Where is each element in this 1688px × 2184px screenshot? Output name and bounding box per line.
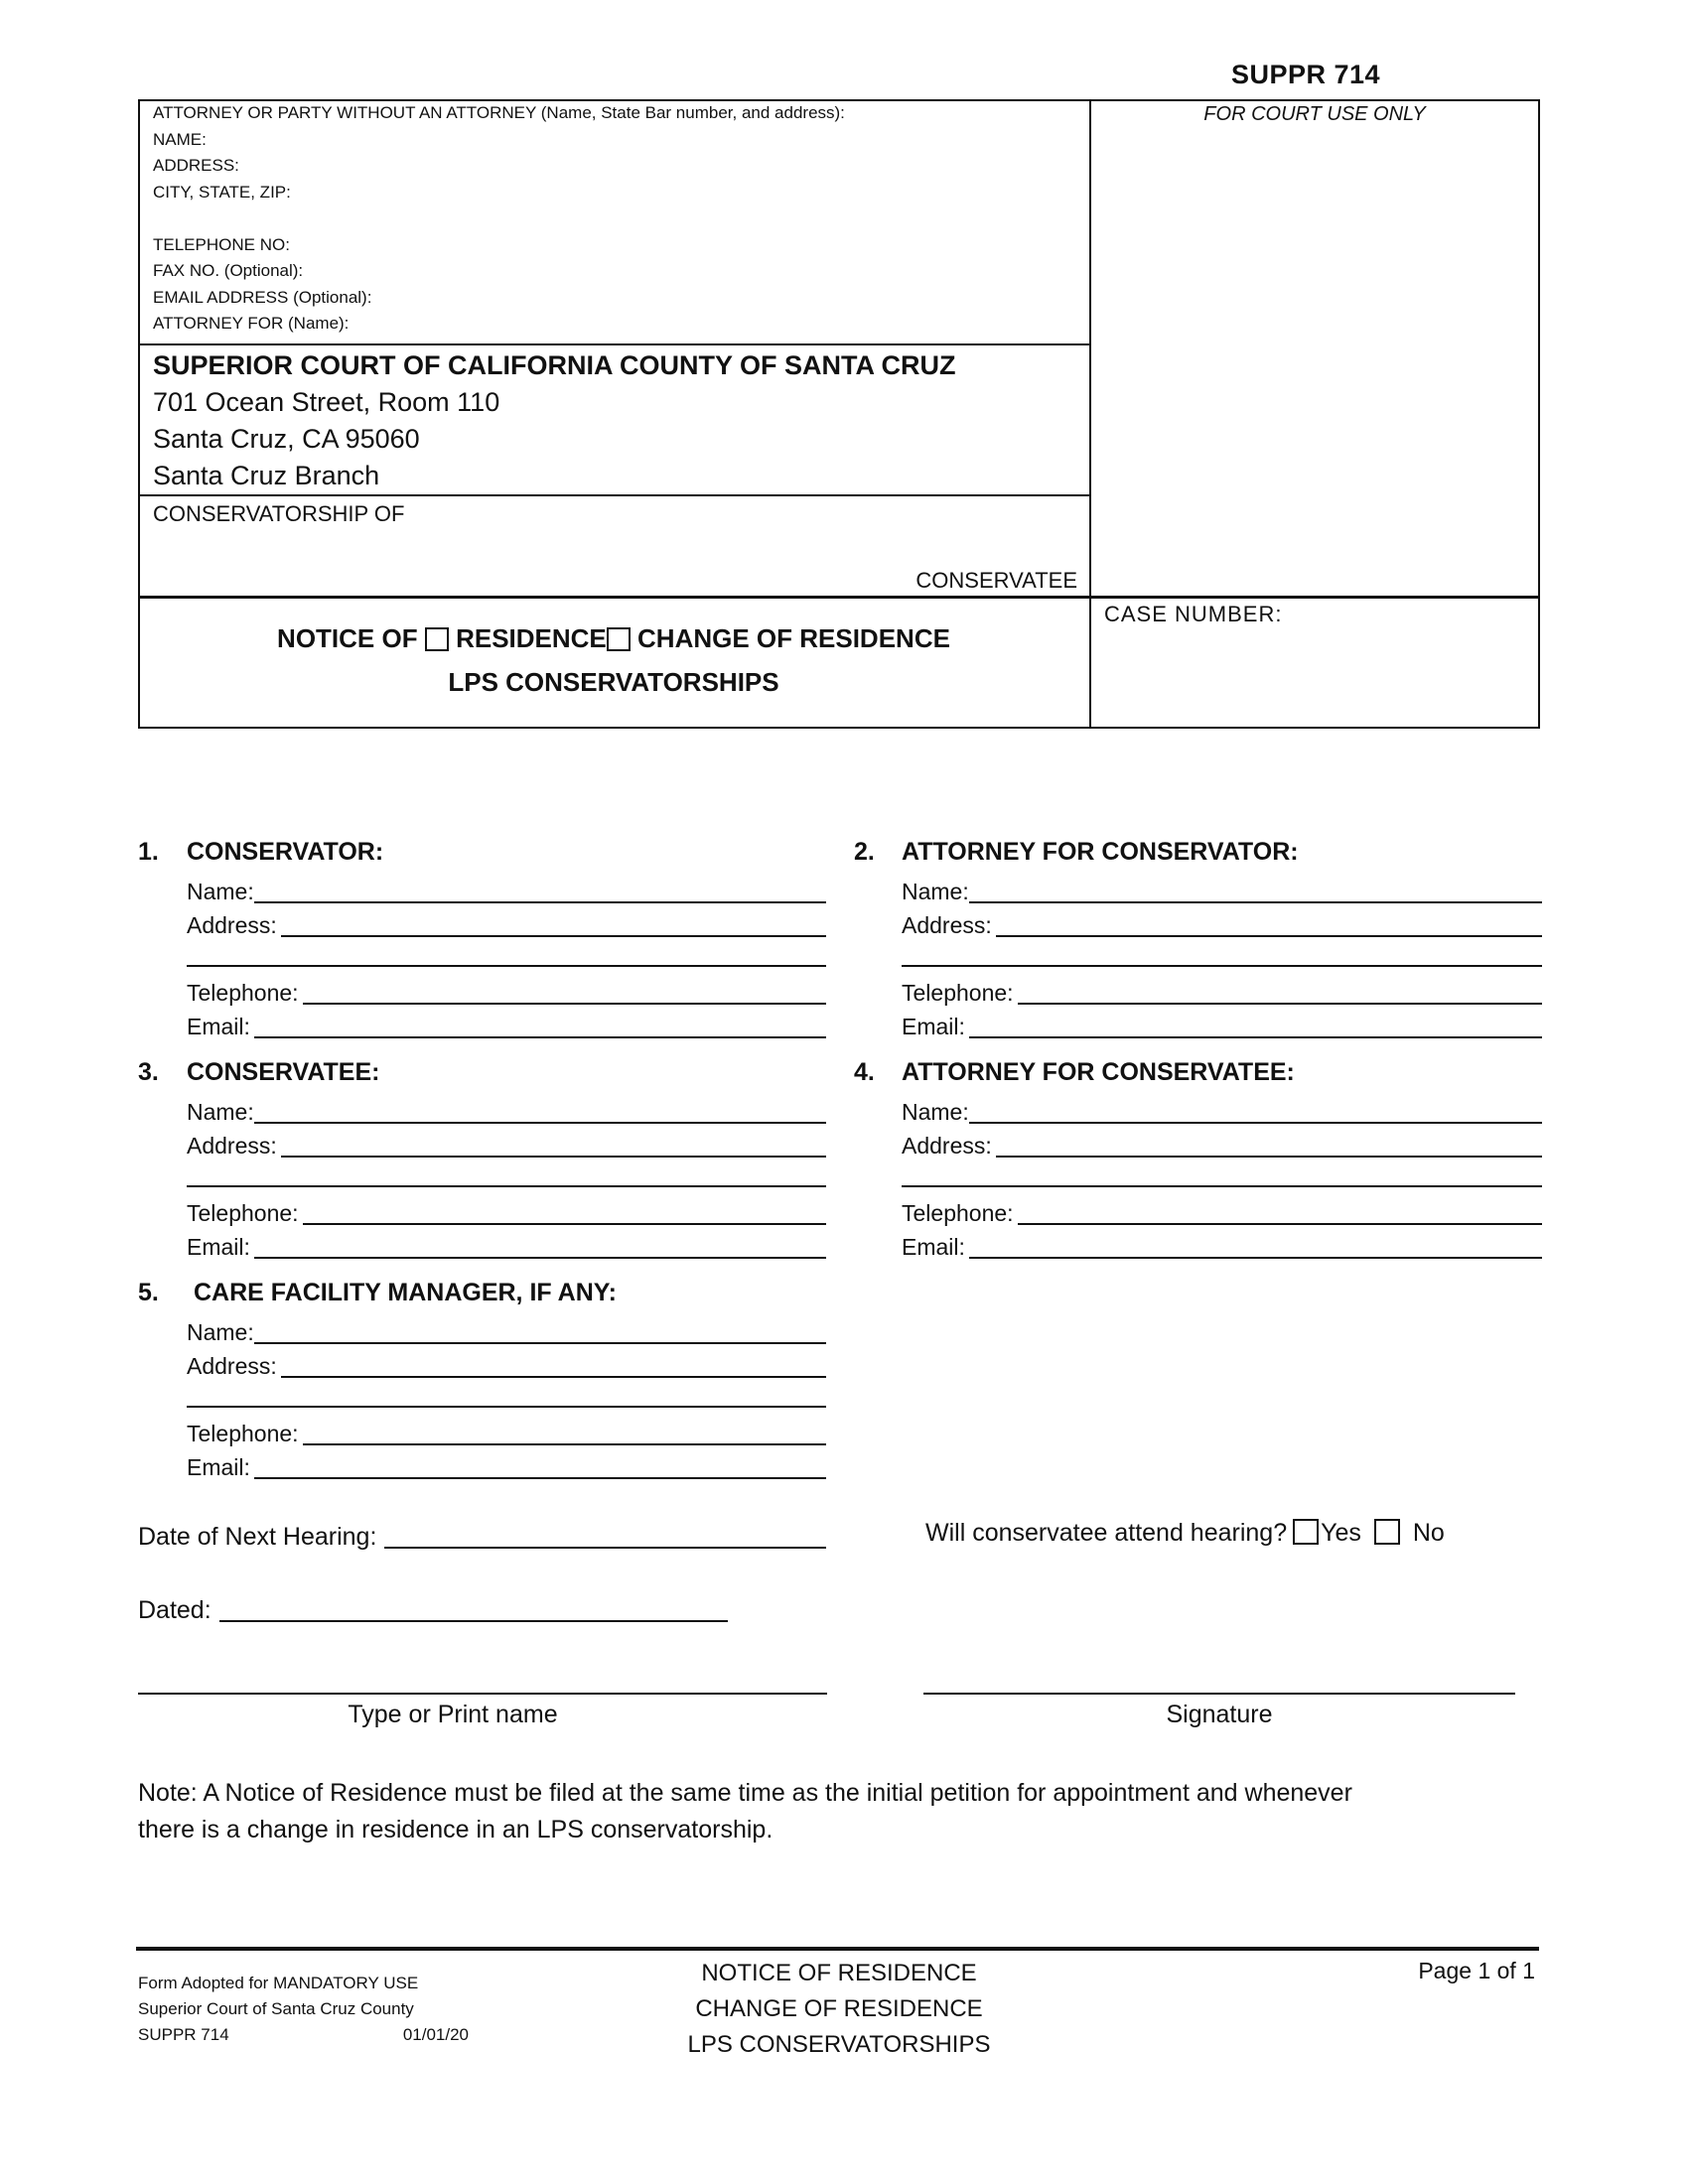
- note-line-2: there is a change in residence in an LPS conservatorship.: [138, 1816, 774, 1843]
- form-title: [138, 623, 1089, 654]
- telephone-line[interactable]: [303, 1420, 826, 1445]
- address-label: Address:: [902, 912, 992, 938]
- email-line[interactable]: [254, 1013, 826, 1038]
- telephone-label: Telephone:: [187, 1200, 299, 1226]
- telephone-label: Telephone:: [902, 980, 1014, 1006]
- address-label: Address:: [187, 1133, 277, 1159]
- note: [138, 1775, 1568, 1848]
- attorney-email-label[interactable]: EMAIL ADDRESS (Optional):: [153, 287, 372, 307]
- name-line[interactable]: [254, 1098, 826, 1124]
- address-line[interactable]: [281, 1352, 826, 1378]
- conservatorship-of-label: CONSERVATORSHIP OF: [153, 501, 405, 526]
- attorney-for-label[interactable]: ATTORNEY FOR (Name):: [153, 314, 350, 333]
- print-name-line[interactable]: [138, 1668, 827, 1695]
- attend-yes-checkbox[interactable]: [1293, 1519, 1319, 1545]
- footer-rule: [136, 1947, 1539, 1951]
- telephone-line[interactable]: [1018, 1199, 1542, 1225]
- address-label: Address:: [187, 912, 277, 938]
- address-line[interactable]: [996, 1132, 1542, 1158]
- section-5-title: CARE FACILITY MANAGER, IF ANY:: [194, 1279, 617, 1306]
- name-line[interactable]: [969, 878, 1542, 903]
- email-line[interactable]: [969, 1013, 1542, 1038]
- name-label: Name:: [902, 879, 969, 904]
- care-facility-email-field[interactable]: [187, 1449, 826, 1479]
- telephone-line[interactable]: [303, 979, 826, 1005]
- page-number: Page 1 of 1: [1418, 1958, 1535, 1983]
- conservatee-address-field[interactable]: [187, 1128, 826, 1158]
- attorney-telephone-label[interactable]: TELEPHONE NO:: [153, 234, 290, 254]
- email-label: Email:: [902, 1234, 965, 1260]
- court-city: Santa Cruz, CA 95060: [153, 424, 420, 454]
- name-label: Name:: [187, 1319, 254, 1345]
- conservator-address-line-2[interactable]: [187, 941, 826, 967]
- email-label: Email:: [187, 1234, 250, 1260]
- attorney-block: [153, 100, 1076, 338]
- attorney-for-conservator-name-field[interactable]: [902, 874, 1542, 903]
- telephone-label: Telephone:: [902, 1200, 1014, 1226]
- section-4-number: 4.: [854, 1058, 875, 1086]
- name-label: Name:: [187, 1099, 254, 1125]
- section-5-number: 5.: [138, 1279, 159, 1306]
- section-2-number: 2.: [854, 838, 875, 866]
- email-label: Email:: [187, 1454, 250, 1480]
- form-subtitle: LPS CONSERVATORSHIPS: [448, 667, 779, 697]
- email-line[interactable]: [969, 1233, 1542, 1259]
- next-hearing-label: Date of Next Hearing:: [138, 1523, 377, 1551]
- address-line[interactable]: [996, 911, 1542, 937]
- footer-title-2: CHANGE OF RESIDENCE: [695, 1995, 983, 2022]
- address-line[interactable]: [281, 911, 826, 937]
- attorney-heading: ATTORNEY OR PARTY WITHOUT AN ATTORNEY (Name, State Bar number, and address):: [153, 103, 845, 122]
- footer-form-code: SUPPR 714: [138, 2025, 229, 2044]
- conservator-address-field[interactable]: [187, 907, 826, 937]
- conservatee-name-field[interactable]: [187, 1094, 826, 1124]
- conservatee-address-line-2[interactable]: [187, 1161, 826, 1187]
- attorney-fax-label[interactable]: FAX NO. (Optional):: [153, 261, 304, 280]
- address-label: Address:: [187, 1353, 277, 1379]
- conservatorship-name-area[interactable]: [153, 531, 1076, 566]
- email-label: Email:: [187, 1014, 250, 1039]
- attorney-city-label[interactable]: CITY, STATE, ZIP:: [153, 182, 291, 202]
- court-block-divider: [138, 494, 1089, 496]
- email-label: Email:: [902, 1014, 965, 1039]
- conservator-name-field[interactable]: [187, 874, 826, 903]
- attend-no-label: No: [1412, 1519, 1445, 1547]
- change-of-residence-checkbox[interactable]: [607, 627, 631, 651]
- name-line[interactable]: [969, 1098, 1542, 1124]
- name-label: Name:: [187, 879, 254, 904]
- attorney-address-label[interactable]: ADDRESS:: [153, 156, 239, 175]
- conservatee-label: CONSERVATEE: [915, 568, 1077, 593]
- attorney-for-conservator-address-line-2[interactable]: [902, 941, 1542, 967]
- attorney-for-conservator-address-field[interactable]: [902, 907, 1542, 937]
- title-residence: RESIDENCE: [456, 623, 607, 653]
- note-line-1: Note: A Notice of Residence must be filed at the same time as the initial petition for appointment and whenever: [138, 1779, 1352, 1807]
- attend-no-checkbox[interactable]: [1374, 1519, 1400, 1545]
- attend-hearing-question: [925, 1519, 1445, 1548]
- attorney-for-conservatee-name-field[interactable]: [902, 1094, 1542, 1124]
- attend-yes-label: Yes: [1321, 1519, 1361, 1547]
- attorney-for-conservator-telephone-field[interactable]: [902, 975, 1542, 1005]
- court-name: SUPERIOR COURT OF CALIFORNIA COUNTY OF SANTA CRUZ: [153, 350, 956, 380]
- court-use-label: FOR COURT USE ONLY: [1203, 103, 1426, 125]
- email-line[interactable]: [254, 1233, 826, 1259]
- conservator-email-field[interactable]: [187, 1009, 826, 1038]
- case-number-label: CASE NUMBER:: [1104, 602, 1283, 626]
- footer-center: [635, 1956, 1043, 2063]
- title-notice-of: NOTICE OF: [277, 623, 418, 653]
- section-3-number: 3.: [138, 1058, 159, 1086]
- footer-title-1: NOTICE OF RESIDENCE: [701, 1960, 977, 1986]
- conservatee-email-field[interactable]: [187, 1229, 826, 1259]
- signature-line[interactable]: [923, 1668, 1515, 1695]
- name-line[interactable]: [254, 1318, 826, 1344]
- section-4-title: ATTORNEY FOR CONSERVATEE:: [902, 1058, 1295, 1086]
- care-facility-name-field[interactable]: [187, 1314, 826, 1344]
- dated-line[interactable]: [219, 1596, 728, 1622]
- care-facility-address-field[interactable]: [187, 1348, 826, 1378]
- signature-label: Signature: [1166, 1701, 1273, 1728]
- conservatee-telephone-field[interactable]: [187, 1195, 826, 1225]
- telephone-line[interactable]: [1018, 979, 1542, 1005]
- attorney-for-conservatee-telephone-field[interactable]: [902, 1195, 1542, 1225]
- caption-divider: [1089, 99, 1091, 729]
- next-hearing-line[interactable]: [384, 1523, 826, 1549]
- address-line[interactable]: [281, 1132, 826, 1158]
- print-name-label: Type or Print name: [348, 1701, 558, 1728]
- attorney-for-conservator-email-field[interactable]: [902, 1009, 1542, 1038]
- title-change-of-residence: CHANGE OF RESIDENCE: [637, 623, 950, 653]
- care-facility-telephone-field[interactable]: [187, 1416, 826, 1445]
- care-facility-address-line-2[interactable]: [187, 1382, 826, 1408]
- section-1-title: CONSERVATOR:: [187, 838, 384, 866]
- residence-checkbox[interactable]: [425, 627, 449, 651]
- address-label: Address:: [902, 1133, 992, 1159]
- dated-field[interactable]: [138, 1592, 728, 1622]
- footer-left: [138, 1971, 476, 2048]
- attorney-for-conservatee-address-line-2[interactable]: [902, 1161, 1542, 1187]
- footer-adopted: Form Adopted for MANDATORY USE: [138, 1974, 419, 1992]
- attorney-for-conservatee-email-field[interactable]: [902, 1229, 1542, 1259]
- attorney-block-divider: [138, 343, 1089, 345]
- name-label: Name:: [902, 1099, 969, 1125]
- attend-hearing-label: Will conservatee attend hearing?: [925, 1519, 1288, 1547]
- footer-court: Superior Court of Santa Cruz County: [138, 1999, 414, 2018]
- section-3-title: CONSERVATEE:: [187, 1058, 380, 1086]
- section-1-number: 1.: [138, 838, 159, 866]
- case-number-field[interactable]: [1104, 635, 1521, 715]
- conservator-telephone-field[interactable]: [187, 975, 826, 1005]
- court-block: [153, 347, 1076, 494]
- form-id: SUPPR 714: [1231, 60, 1381, 89]
- telephone-label: Telephone:: [187, 980, 299, 1006]
- email-line[interactable]: [254, 1453, 826, 1479]
- attorney-for-conservatee-address-field[interactable]: [902, 1128, 1542, 1158]
- next-hearing-date-field[interactable]: [138, 1519, 826, 1549]
- attorney-name-label[interactable]: NAME:: [153, 129, 207, 149]
- dated-label: Dated:: [138, 1596, 211, 1624]
- footer-date: 01/01/20: [402, 2025, 469, 2044]
- name-line[interactable]: [254, 878, 826, 903]
- court-branch: Santa Cruz Branch: [153, 461, 380, 490]
- telephone-label: Telephone:: [187, 1421, 299, 1446]
- footer-title-3: LPS CONSERVATORSHIPS: [687, 2031, 991, 2058]
- court-street: 701 Ocean Street, Room 110: [153, 387, 500, 417]
- telephone-line[interactable]: [303, 1199, 826, 1225]
- section-2-title: ATTORNEY FOR CONSERVATOR:: [902, 838, 1299, 866]
- title-block-divider: [138, 596, 1540, 599]
